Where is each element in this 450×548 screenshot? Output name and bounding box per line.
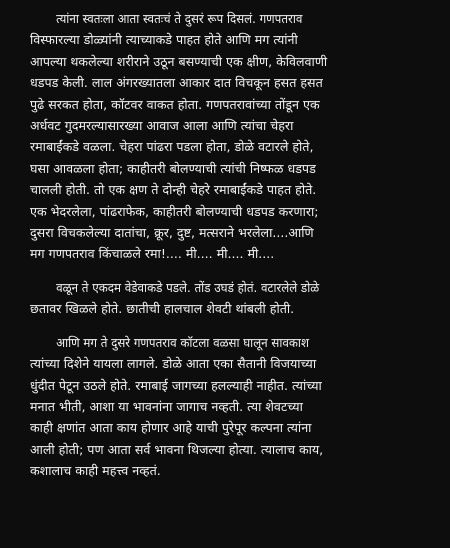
- text-line: एक भेदरलेला, पांढराफेक, काहीतरी बोलण्याची धडपड करणारा;: [30, 203, 319, 219]
- text-line: काही क्षणांत आता काय होणार आहे याची पुरेपूर कल्पना त्यांना: [30, 420, 312, 436]
- text-line: छतावर खिळले होते. छातीची हालचाल शेवटी थांबली होती.: [30, 301, 295, 317]
- paragraph-2: [30, 277, 440, 320]
- text-line: मनात भीती, आशा या भावनांना जागाच नव्हती. त्या शेवटच्या: [30, 398, 303, 414]
- text-line: आणि मग ते दुसरे गणपतराव कॉटला वळसा घालून सावकाश: [56, 334, 309, 350]
- text-line: त्यांना स्वतःला आता स्वतःचं ते दुसरं रूप दिसलं. गणपतराव: [56, 11, 303, 26]
- text-line: धडपड केली. लाल अंगरख्यातला आकार दात विचकून हसत हसत: [30, 75, 323, 91]
- text-line: मग गणपतराव किंचाळले रमा!.... मी.... मी.... मी....: [30, 246, 275, 262]
- text-line: पुढे सरकत होता, कॉटवर वाकत होता. गणपतरावांच्या तोंडून एक: [30, 96, 320, 112]
- text-line: चालली होती. तो एक क्षण ते दोन्ही चेहरे रमाबाईंकडे पाहत होते.: [30, 182, 317, 198]
- paragraph-3: [30, 332, 440, 482]
- text-line: आपल्या थकलेल्या शरीराने उठून बसण्याची एक क्षीण, केविलवाणी: [30, 53, 328, 69]
- text-line: घसा आवळला होता; काहीतरी बोलण्याची त्यांची निष्फळ धडपड: [30, 160, 316, 176]
- text-line: रमाबाईंकडे वळला. चेहरा पांढरा पडला होता, डोळे वटारले होते,: [30, 139, 314, 155]
- text-line: विस्फारल्या डोळ्यांनी त्याच्याकडे पाहत होते आणि मग त्यांनी: [30, 32, 298, 48]
- text-line: अर्धवट गुदमरल्यासारख्या आवाज आला आणि त्यांचा चेहरा: [30, 118, 294, 134]
- text-line: दुसरा विचकलेल्या दातांचा, क्रूर, दुष्ट, मत्सराने भरलेला....आणि: [30, 225, 314, 241]
- text-line: वळून ते एकदम वेडेवाकडे पडले. तोंड उघडं होतं. वटारलेले डोळे: [56, 279, 320, 295]
- text-line: कशालाच काही महत्त्व नव्हतं.: [30, 463, 161, 479]
- text-line: धुंदीत पेटून उठले होते. रमाबाई जागच्या हलल्याही नाहीत. त्यांच्या: [30, 377, 322, 393]
- paragraph-1: [30, 8, 440, 265]
- text-line: आली होती; पण आता सर्व भावना थिजल्या होत्या. त्यालाच काय,: [30, 441, 324, 457]
- text-line: त्यांच्या दिशेने यायला लागले. डोळे आता एका सैतानी विजयाच्या: [30, 356, 317, 372]
